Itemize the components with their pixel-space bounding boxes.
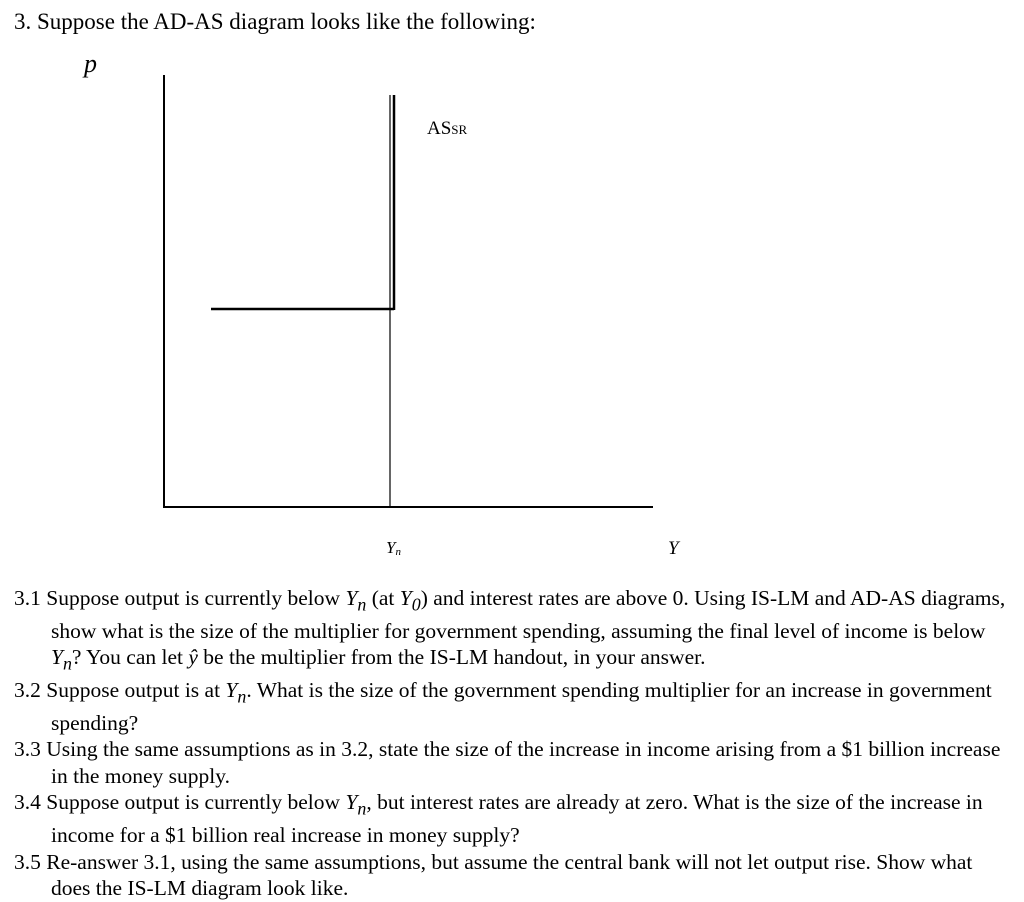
question-3-5: 3.5 Re-answer 3.1, using the same assumptions, but assume the central bank will not let output rise. Show what does the IS-LM diagram look like. — [14, 849, 973, 901]
natural-output-label: Yn — [386, 538, 401, 558]
question-3-2: 3.2 Suppose output is at $Y_n$. What is the size of the government spending multiplier for an increase in government spending? — [14, 678, 992, 735]
question-number: 3.3 — [14, 737, 41, 762]
question-number: 3.2 — [14, 678, 41, 703]
question-list — [14, 585, 1014, 902]
y-axis-label: p — [84, 49, 97, 78]
question-3-4: 3.4 Suppose output is currently below $Y_n$, but interest rates are already at zero. What is the size of the increase in income for a $1 billion real increase in money supply? — [14, 790, 983, 848]
x-axis-label: Y — [668, 538, 679, 559]
question-3-3: 3.3 Using the same assumptions as in 3.2, state the size of the increase in income arising from a $1 billion increase in the money supply. — [14, 737, 1001, 788]
question-number: 3.5 — [14, 849, 41, 874]
question-number: 3.4 — [14, 790, 41, 815]
curve-label: ASSR — [427, 118, 468, 139]
question-3-1: 3.1 Suppose output is currently below $Y_n$ (at $Y_0$) and interest rates are above 0. Using IS-LM and AD-AS diagrams, show what is the size of the multiplier for government spending, assuming the final level of income is below $Y_n$? You can let ŷ be the multiplier from the IS-LM handout, in your answer. — [14, 586, 1006, 674]
question-heading: 3. Suppose the AD-AS diagram looks like the following: — [14, 9, 536, 34]
question-number: 3.1 — [14, 586, 41, 610]
